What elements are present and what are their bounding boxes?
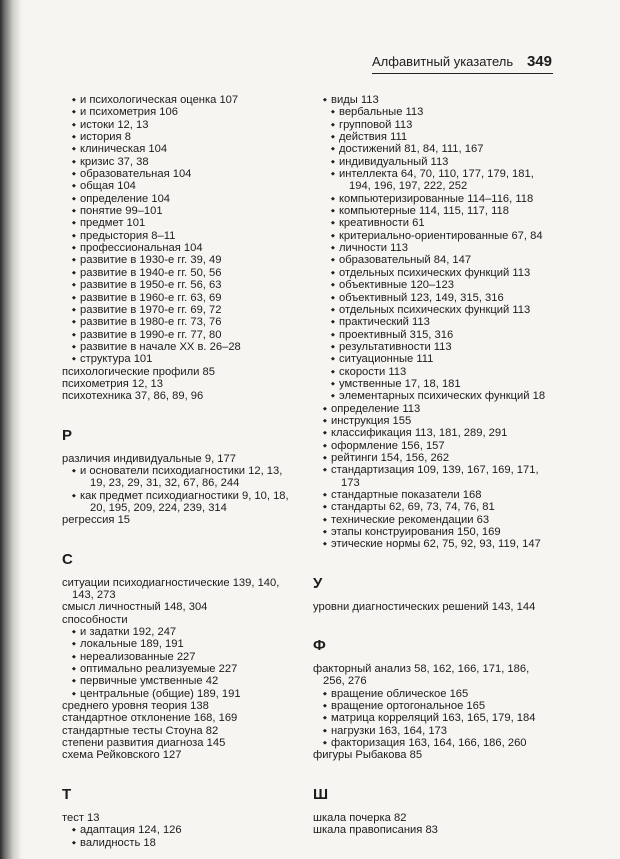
index-letter-heading: Ф — [313, 637, 326, 655]
entry-continuation: 256, 276 — [323, 675, 367, 688]
entry-text: умственные 17, 18, 181 — [339, 377, 461, 390]
index-subentry — [313, 526, 558, 538]
index-entry — [62, 712, 310, 724]
index-subentry — [62, 119, 310, 131]
index-subentry — [62, 663, 310, 675]
entry-text: критериально-ориентированные 67, 84 — [339, 229, 543, 242]
index-subentry — [313, 415, 558, 427]
entry-text: развитие в 1940-е гг. 50, 56 — [80, 266, 222, 279]
entry-text: и психологическая оценка 107 — [80, 94, 239, 106]
index-subentry — [313, 242, 558, 254]
index-subentry — [62, 837, 310, 849]
index-subentry — [313, 267, 558, 279]
entry-text: первичные умственные 42 — [80, 675, 219, 688]
entry-text: матрица корреляций 163, 165, 179, 184 — [331, 712, 536, 725]
section-title: Алфавитный указатель — [372, 54, 514, 69]
entry-text: предмет 101 — [80, 217, 146, 230]
index-subentry — [62, 353, 310, 365]
index-subentry — [62, 341, 310, 353]
index-subentry — [313, 538, 558, 550]
entry-text: интеллекта 64, 70, 110, 177, 179, 181, — [339, 168, 534, 181]
entry-text: адаптация 124, 126 — [80, 824, 182, 837]
index-letter-heading: У — [313, 574, 323, 592]
index-subentry — [62, 131, 310, 143]
index-subentry — [313, 514, 558, 526]
entry-text: объективные 120–123 — [339, 279, 454, 292]
entry-text: и основатели психодиагностики 12, 13, — [80, 464, 283, 477]
index-subentry — [62, 638, 310, 650]
entry-text: ситуационные 111 — [339, 353, 434, 366]
index-subentry — [62, 217, 310, 229]
index-subentry — [313, 440, 558, 452]
index-subentry — [313, 464, 558, 489]
entry-text: понятие 99–101 — [80, 205, 163, 218]
index-entry — [62, 737, 310, 749]
index-subentry — [313, 205, 558, 217]
index-letter-heading: С — [62, 550, 73, 568]
entry-text: нереализованные 227 — [80, 650, 196, 663]
index-subentry — [313, 254, 558, 266]
index-subentry — [313, 725, 558, 737]
entry-text: центральные (общие) 189, 191 — [80, 687, 241, 700]
entry-text: способности — [62, 613, 128, 626]
entry-text: стандарты 62, 69, 73, 74, 76, 81 — [331, 501, 495, 514]
entry-continuation: 19, 23, 29, 31, 32, 67, 86, 244 — [90, 477, 240, 490]
index-subentry — [313, 193, 558, 205]
index-subentry — [313, 292, 558, 304]
entry-text: и задатки 192, 247 — [80, 626, 177, 639]
index-subentry — [313, 119, 558, 131]
entry-text: схема Рейковского 127 — [62, 749, 182, 762]
index-subentry — [313, 316, 558, 328]
index-subentry — [313, 106, 558, 118]
index-subentry — [62, 824, 310, 836]
entry-text: развитие в 1980-е гг. 73, 76 — [80, 316, 222, 329]
entry-text: отдельных психических функций 113 — [339, 303, 531, 316]
index-entry — [313, 824, 558, 836]
index-entry — [62, 601, 310, 613]
entry-text: кризис 37, 38 — [80, 155, 149, 168]
index-letter-heading: Т — [62, 785, 72, 803]
entry-text: факторизация 163, 164, 166, 186, 260 — [331, 737, 527, 750]
entry-text: групповой 113 — [339, 118, 413, 131]
index-entry — [62, 514, 310, 526]
index-subentry — [62, 168, 310, 180]
index-subentry — [62, 180, 310, 192]
index-column-left — [62, 94, 310, 849]
entry-text: креативности 61 — [339, 217, 425, 230]
index-subentry — [313, 230, 558, 242]
entry-text: истоки 12, 13 — [80, 118, 149, 131]
index-subentry — [313, 217, 558, 229]
index-entry — [313, 749, 558, 761]
entry-text: оформление 156, 157 — [331, 439, 445, 452]
entry-text: развитие в 1970-е гг. 69, 72 — [80, 303, 222, 316]
index-subentry — [62, 279, 310, 291]
index-subentry — [313, 304, 558, 316]
index-entry — [62, 378, 310, 390]
index-entry — [62, 366, 310, 378]
entry-text: компьютерные 114, 115, 117, 118 — [339, 205, 509, 218]
entry-text: психологические профили 85 — [62, 365, 215, 378]
index-subentry — [313, 403, 558, 415]
index-subentry — [313, 341, 558, 353]
entry-text: уровни диагностических решений 143, 144 — [313, 600, 536, 613]
page-number: 349 — [526, 53, 552, 70]
index-subentry — [313, 279, 558, 291]
entry-text: степени развития диагноза 145 — [62, 737, 226, 750]
entry-text: смысл личностный 148, 304 — [62, 601, 208, 614]
entry-text: нагрузки 163, 164, 173 — [331, 724, 447, 737]
entry-continuation: 20, 195, 209, 224, 239, 314 — [90, 501, 227, 514]
index-subentry — [313, 168, 558, 193]
entry-text: профессиональная 104 — [80, 242, 203, 255]
entry-text: определение 113 — [331, 402, 421, 415]
index-subentry — [62, 329, 310, 341]
index-entry — [62, 614, 310, 626]
entry-text: отдельных психических функций 113 — [339, 266, 531, 279]
index-subentry — [62, 193, 310, 205]
index-entry — [62, 390, 310, 402]
index-subentry — [62, 230, 310, 242]
entry-text: этические нормы 62, 75, 92, 93, 119, 147 — [331, 538, 541, 551]
index-column-right — [313, 94, 558, 837]
header-rule — [372, 73, 553, 74]
entry-text: развитие в 1950-е гг. 56, 63 — [80, 279, 222, 292]
index-subentry — [313, 712, 558, 724]
entry-text: вращение облическое 165 — [331, 687, 469, 700]
index-subentry — [313, 378, 558, 390]
index-subentry — [62, 242, 310, 254]
index-entry — [313, 663, 558, 688]
entry-text: локальные 189, 191 — [80, 638, 184, 651]
index-entry — [313, 812, 558, 824]
index-subentry — [313, 156, 558, 168]
index-subentry — [313, 94, 558, 106]
entry-text: определение 104 — [80, 192, 171, 205]
entry-text: образовательный 84, 147 — [339, 254, 472, 267]
entry-text: вращение ортогональное 165 — [331, 700, 486, 713]
entry-text: как предмет психодиагностики 9, 10, 18, — [80, 489, 289, 502]
index-subentry — [313, 329, 558, 341]
entry-text: достижений 81, 84, 111, 167 — [339, 143, 484, 156]
entry-text: развитие в 1990-е гг. 77, 80 — [80, 328, 222, 341]
index-subentry — [313, 700, 558, 712]
entry-text: фигуры Рыбакова 85 — [313, 749, 423, 762]
index-subentry — [62, 254, 310, 266]
index-subentry — [62, 205, 310, 217]
entry-text: среднего уровня теория 138 — [62, 700, 209, 713]
entry-text: стандартные показатели 168 — [331, 489, 482, 501]
index-letter-heading: Р — [62, 426, 73, 444]
entry-text: практический 113 — [339, 316, 430, 329]
entry-continuation: 173 — [341, 476, 360, 489]
index-subentry — [62, 292, 310, 304]
entry-text: скорости 113 — [339, 365, 407, 378]
index-subentry — [62, 316, 310, 328]
index-subentry — [62, 94, 310, 106]
index-subentry — [62, 626, 310, 638]
entry-text: результативности 113 — [339, 340, 452, 353]
entry-text: развитие в 1930-е гг. 39, 49 — [80, 254, 222, 267]
index-subentry — [313, 737, 558, 749]
entry-text: клиническая 104 — [80, 143, 168, 156]
entry-text: шкала почерка 82 — [313, 811, 407, 824]
entry-text: общая 104 — [80, 180, 136, 193]
entry-text: и психометрия 106 — [80, 106, 178, 119]
index-entry — [62, 749, 310, 761]
entry-text: стандартизация 109, 139, 167, 169, 171, — [331, 464, 539, 477]
entry-text: психотехника 37, 86, 89, 96 — [62, 390, 204, 403]
entry-text: компьютеризированные 114–116, 118 — [339, 192, 534, 205]
entry-text: психометрия 12, 13 — [62, 377, 163, 390]
index-subentry — [313, 366, 558, 378]
index-subentry — [62, 465, 310, 490]
entry-text: этапы конструирования 150, 169 — [331, 526, 501, 539]
entry-text: тест 13 — [62, 811, 100, 824]
entry-text: оптимально реализуемые 227 — [80, 663, 238, 676]
entry-text: вербальные 113 — [339, 106, 424, 119]
index-entry — [62, 725, 310, 737]
entry-text: технические рекомендации 63 — [331, 513, 490, 526]
entry-text: различия индивидуальные 9, 177 — [62, 452, 236, 465]
entry-continuation: 143, 273 — [72, 589, 116, 601]
index-subentry — [62, 304, 310, 316]
index-letter-heading: Ш — [313, 785, 329, 803]
index-entry — [62, 700, 310, 712]
index-subentry — [313, 143, 558, 155]
entry-text: предыстория 8–11 — [80, 229, 176, 242]
entry-text: элементарных психических функций 18 — [339, 390, 546, 403]
index-subentry — [313, 353, 558, 365]
index-subentry — [62, 490, 310, 515]
entry-text: виды 113 — [331, 94, 379, 106]
index-subentry — [313, 452, 558, 464]
entry-text: образовательная 104 — [80, 168, 192, 181]
index-subentry — [313, 131, 558, 143]
index-subentry — [62, 156, 310, 168]
index-subentry — [62, 267, 310, 279]
index-entry — [313, 601, 558, 613]
entry-text: действия 111 — [339, 131, 408, 144]
entry-text: факторный анализ 58, 162, 166, 171, 186, — [313, 663, 530, 676]
entry-text: шкала правописания 83 — [313, 824, 438, 837]
index-subentry — [313, 688, 558, 700]
index-subentry — [62, 675, 310, 687]
entry-text: индивидуальный 113 — [339, 155, 449, 168]
entry-text: рейтинги 154, 156, 262 — [331, 451, 450, 464]
entry-text: развитие в 1960-е гг. 63, 69 — [80, 291, 222, 304]
index-subentry — [62, 106, 310, 118]
index-subentry — [62, 143, 310, 155]
entry-text: личности 113 — [339, 242, 408, 255]
index-entry — [62, 577, 310, 602]
entry-text: инструкция 155 — [331, 414, 412, 427]
index-subentry — [62, 651, 310, 663]
book-spine-shadow — [0, 0, 22, 859]
index-subentry — [313, 501, 558, 513]
index-subentry — [313, 489, 558, 501]
entry-text: развитие в начале XX в. 26–28 — [80, 340, 241, 353]
entry-text: регрессия 15 — [62, 514, 131, 527]
index-entry — [62, 453, 310, 465]
entry-text: валидность 18 — [80, 836, 156, 849]
index-entry — [62, 812, 310, 824]
entry-text: история 8 — [80, 131, 131, 144]
entry-text: стандартное отклонение 168, 169 — [62, 712, 238, 725]
entry-text: стандартные тесты Стоуна 82 — [62, 724, 219, 737]
entry-continuation: 194, 196, 197, 222, 252 — [349, 180, 468, 193]
index-subentry — [313, 390, 558, 402]
index-subentry — [62, 688, 310, 700]
entry-text: ситуации психодиагностические 139, 140, — [62, 576, 280, 589]
index-subentry — [313, 427, 558, 439]
entry-text: объективный 123, 149, 315, 316 — [339, 291, 504, 304]
entry-text: проективный 315, 316 — [339, 328, 454, 341]
running-header — [372, 53, 552, 73]
entry-text: классификация 113, 181, 289, 291 — [331, 427, 508, 440]
entry-text: структура 101 — [80, 353, 153, 366]
